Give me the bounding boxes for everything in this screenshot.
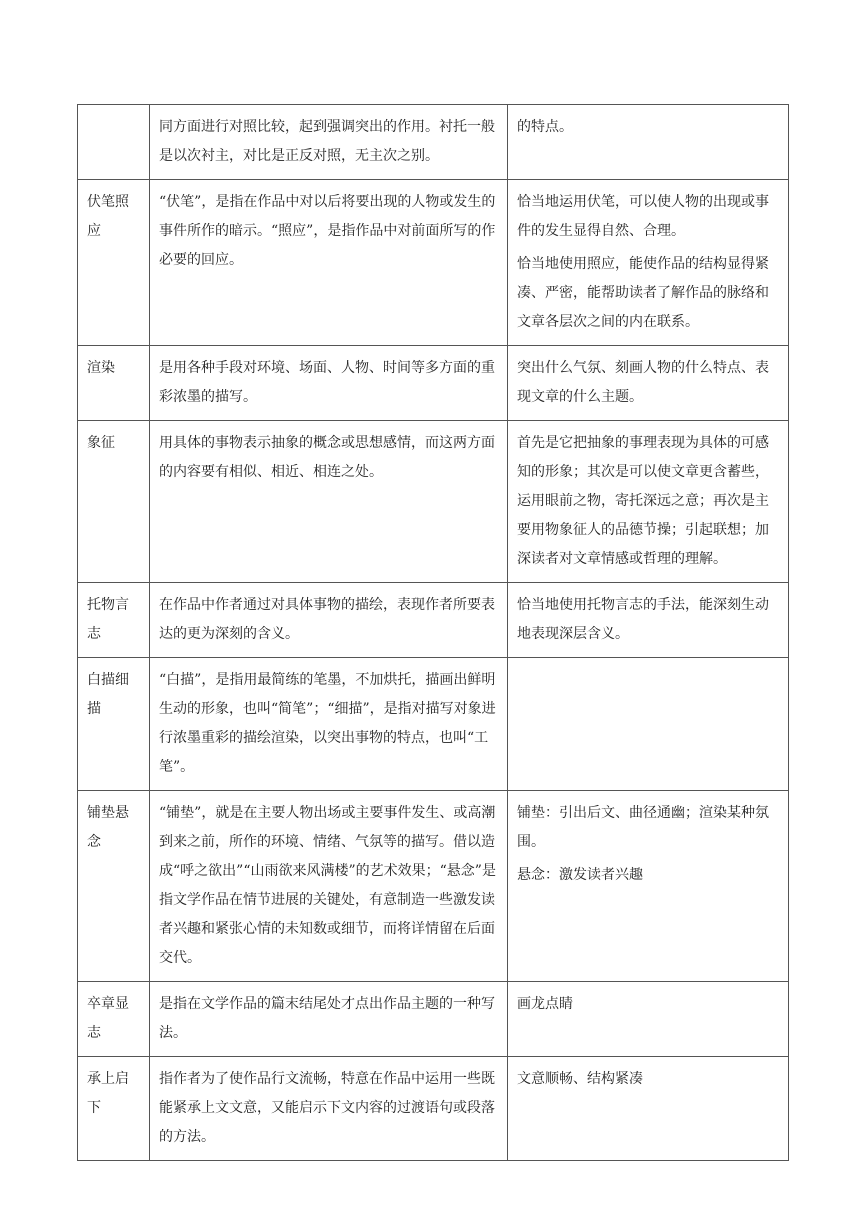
effect-text: 恰当地使用照应，能使作品的结构显得紧凑、严密，能帮助读者了解作品的脉络和文章各层次之间的内在联系。 [517, 256, 769, 330]
definition-text: 同方面进行对照比较，起到强调突出的作用。衬托一般是以次衬主，对比是正反对照，无主次之别。 [159, 119, 495, 164]
definition-cell [150, 421, 508, 583]
term-text: 象征 [87, 435, 115, 451]
table-row [78, 658, 789, 791]
effect-text: 的特点。 [517, 119, 573, 135]
definition-text: 是用各种手段对环境、场面、人物、时间等多方面的重彩浓墨的描写。 [159, 360, 495, 405]
definition-text: “铺垫”，就是在主要人物出场或主要事件发生、或高潮到来之前，所作的环境、情绪、气氛等的描写。借以造成“呼之欲出”“山雨欲来风满楼”的艺术效果；“悬念”是指文学作品在情节进展的关键处，有意制造一些激发读者兴趣和紧张心情的未知数或细节，而将详情留在后面交代。 [159, 805, 496, 966]
effect-text: 悬念：激发读者兴趣 [517, 867, 643, 883]
definition-cell [150, 1057, 508, 1161]
term-cell [78, 583, 150, 658]
table-row [78, 421, 789, 583]
effect-cell [508, 982, 789, 1057]
definition-cell [150, 982, 508, 1057]
definition-text: 是指在文学作品的篇末结尾处才点出作品主题的一种写法。 [159, 996, 495, 1041]
writing-techniques-table [77, 104, 789, 1161]
effect-cell [508, 180, 789, 346]
term-cell [78, 421, 150, 583]
definition-text: “白描”，是指用最简练的笔墨，不加烘托，描画出鲜明生动的形象，也叫“简笔”；“细描”，是指对描写对象进行浓墨重彩的描绘渲染，以突出事物的特点，也叫“工笔”。 [159, 672, 496, 775]
effect-cell [508, 658, 789, 791]
term-cell [78, 180, 150, 346]
term-cell [78, 1057, 150, 1161]
term-text: 白描细描 [87, 672, 129, 717]
effect-text: 画龙点睛 [517, 996, 573, 1012]
definition-cell [150, 346, 508, 421]
definition-text: 指作者为了使作品行文流畅，特意在作品中运用一些既能紧承上文文意，又能启示下文内容的过渡语句或段落的方法。 [159, 1071, 495, 1145]
definition-text: 在作品中作者通过对具体事物的描绘，表现作者所要表达的更为深刻的含义。 [159, 597, 495, 642]
effect-cell [508, 583, 789, 658]
term-text: 承上启下 [87, 1071, 129, 1116]
table-row [78, 346, 789, 421]
term-text: 卒章显志 [87, 996, 129, 1041]
definition-text: 用具体的事物表示抽象的概念或思想感情，而这两方面的内容要有相似、相近、相连之处。 [159, 435, 495, 480]
table-row [78, 583, 789, 658]
effect-text: 首先是它把抽象的事理表现为具体的可感知的形象；其次是可以使文章更含蓄些，运用眼前之物，寄托深远之意；再次是主要用物象征人的品德节操；引起联想；加深读者对文章情感或哲理的理解。 [517, 435, 769, 567]
table-row [78, 180, 789, 346]
definition-text: “伏笔”，是指在作品中对以后将要出现的人物或发生的事件所作的暗示。“照应”，是指作品中对前面所写的作必要的回应。 [159, 194, 496, 268]
definition-cell [150, 583, 508, 658]
term-text: 伏笔照应 [87, 194, 129, 239]
table-row [78, 1057, 789, 1161]
effect-cell [508, 421, 789, 583]
term-text: 托物言志 [87, 597, 129, 642]
definition-cell [150, 791, 508, 982]
table-row [78, 105, 789, 180]
effect-cell [508, 1057, 789, 1161]
effect-text: 文意顺畅、结构紧凑 [517, 1071, 643, 1087]
effect-cell [508, 105, 789, 180]
effect-text: 突出什么气氛、刻画人物的什么特点、表现文章的什么主题。 [517, 360, 769, 405]
effect-text: 铺垫：引出后文、曲径通幽；渲染某种氛围。 [517, 805, 769, 850]
effect-text: 恰当地使用托物言志的手法，能深刻生动地表现深层含义。 [517, 597, 769, 642]
effect-cell [508, 346, 789, 421]
term-cell [78, 982, 150, 1057]
table-row [78, 791, 789, 982]
effect-text: 恰当地运用伏笔，可以使人物的出现或事件的发生显得自然、合理。 [517, 194, 769, 239]
table-row [78, 982, 789, 1057]
definition-cell [150, 105, 508, 180]
term-text: 渲染 [87, 360, 115, 376]
term-text: 铺垫悬念 [87, 805, 129, 850]
effect-cell [508, 791, 789, 982]
term-cell [78, 105, 150, 180]
term-cell [78, 346, 150, 421]
definition-cell [150, 180, 508, 346]
definition-cell [150, 658, 508, 791]
term-cell [78, 791, 150, 982]
term-cell [78, 658, 150, 791]
